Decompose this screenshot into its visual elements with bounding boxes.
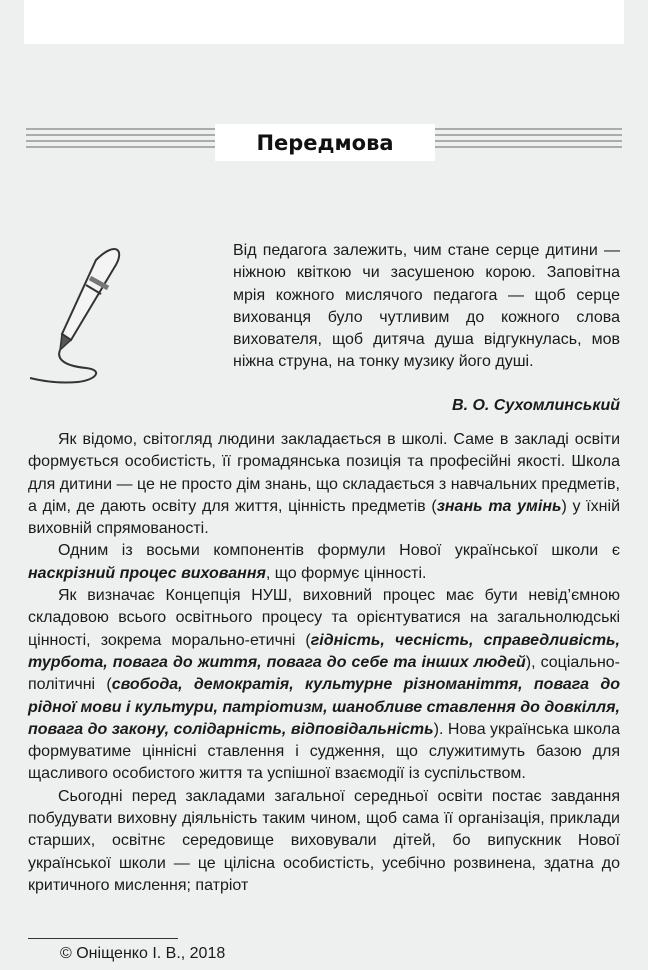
paragraph-3 bbox=[28, 585, 620, 786]
paragraph-3-emphasis-2: свобода, демократія, культурне різноманіття, повага до рідної мови і культури, патріотизм, шанобливе ставлення до довкілля, повага до закону, солідарність, відповідальність bbox=[28, 676, 621, 738]
paragraph-1-text-1: Як відомо, світогляд людини закладається в школі. Саме в закладі освіти формується особистість, її громадянська позиція та професійні якості. Школа для дитини — це не просто дім знань, що складається з навчальних предметів, а дім, де дають освіту для життя, цінність предметів ( bbox=[28, 431, 620, 515]
paragraph-2 bbox=[28, 540, 620, 585]
heading-rule-left bbox=[26, 128, 221, 150]
fountain-pen-icon bbox=[26, 240, 126, 390]
paragraph-2-emphasis-1: наскрізний процес виховання bbox=[28, 564, 266, 582]
paragraph-2-text-1: Одним із восьми компонентів формули Нової української школи є bbox=[58, 542, 620, 560]
paragraph-3-text-2: ), соціально-політичні ( bbox=[28, 653, 621, 694]
paragraph-2-text-2: , що формує цінності. bbox=[265, 564, 427, 582]
top-blank-bar bbox=[24, 0, 624, 44]
paragraph-1-emphasis-1: знань та умінь bbox=[436, 497, 562, 515]
paragraph-3-text-3: ). Нова українська школа формуватиме ціннісні ставлення і судження, що служитимуть базою для щасливого особистого життя та успішної взаємодії із суспільством. bbox=[28, 720, 620, 783]
paragraph-3-text-1: Як визначає Концепція НУШ, виховний процес має бути невід’ємною складовою всього освітнього процесу та орієнтуватися на загальнолюдські цінності, зокрема морально-етичні ( bbox=[28, 587, 620, 649]
footnote-divider bbox=[28, 938, 178, 939]
paragraph-4 bbox=[28, 786, 620, 897]
paragraph-1-text-2: ) у їхній виховній спрямованості. bbox=[28, 497, 621, 538]
paragraph-1 bbox=[28, 429, 620, 540]
page-title: Передмова bbox=[256, 130, 394, 155]
heading-box bbox=[215, 124, 435, 161]
main-text bbox=[28, 429, 620, 897]
heading-rule-right bbox=[427, 128, 622, 150]
paragraph-4-text-1: Сьогодні перед закладами загальної середньої освіти постає завдання побудувати виховну діяльність таким чином, щоб сама її організація, приклади старших, освітнє середовище виховували дітей, бо випускник Нової української школи — це цілісна особистість, усебічно розвинена, здатна до критичного мислення; патріот bbox=[28, 787, 620, 894]
copyright-notice: © Оніщенко І. В., 2018 bbox=[60, 945, 226, 962]
epigraph-author: В. О. Сухомлинський bbox=[452, 397, 620, 414]
epigraph bbox=[233, 240, 620, 374]
paragraph-3-emphasis-1: гідність, чесність, справедливість, турбота, повага до життя, повага до себе та інших людей bbox=[28, 631, 620, 671]
epigraph-text: Від педагога залежить, чим стане серце дитини — ніжною квіткою чи засушеною корою. Заповітна мрія кожного мислячого педагога — щоб серце вихованця було чутливим до кожного слова вихователя, щоб дитяча душа відгукнулась, мов ніжна струна, на тонку музику його душі. bbox=[233, 242, 620, 371]
